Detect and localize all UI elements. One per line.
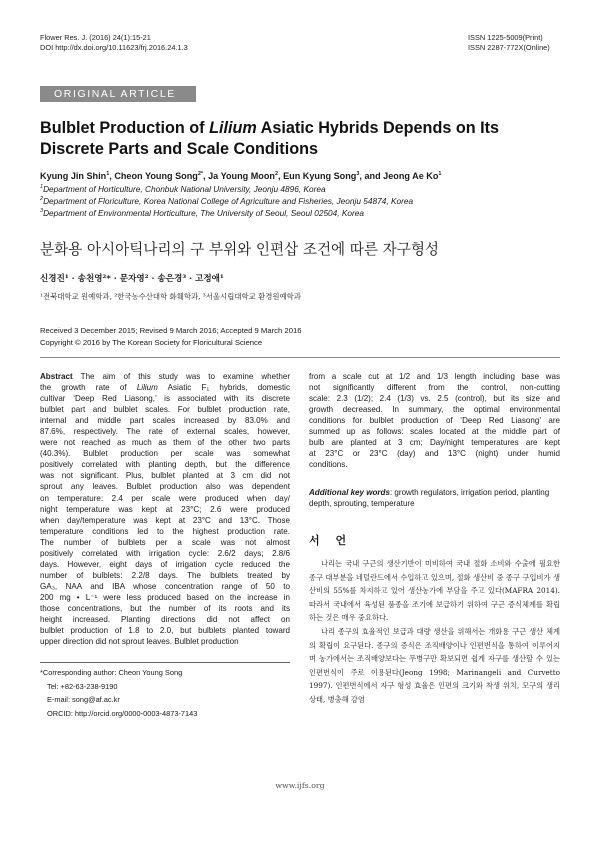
abstract-line: conditions. [309,460,348,470]
author-affiliation-mark: 2 [274,170,279,177]
affiliation-mark: 2 [40,196,44,203]
journal-header [40,33,188,53]
article-title [40,118,565,160]
title-part2: Asiatic Hybrids Depends on Its Discrete Parts and Scale Conditions [40,119,500,158]
abstract-line: internal and middle part scales increased by 83.0% and [40,416,290,426]
abstract-line: bulblet part and bulblet scales. For bulblet production rate, [40,405,290,415]
abstract-line: number of bulblets: 2.2/8 days. The bulblets treated by [40,570,290,580]
abstract-line: summed up as follows: scales located at the middle part of [309,427,560,437]
doi-link[interactable]: DOI http://dx.doi.org/10.11623/frj.2016.24.1.3 [40,43,188,52]
abstract-line: were not reached as much as them of the other two parts [40,438,290,448]
author-affiliation-mark: 1 [106,170,110,177]
author-name: Ja Young Moon [208,171,275,181]
abstract-line: those concentrations, but the number of its roots and its [40,603,290,613]
abstract-line: Abstract The aim of this study was to examine whether [40,372,291,381]
abstract-left-column [40,371,290,647]
affiliation-mark: 3 [40,208,44,215]
article-dates [40,325,565,349]
keywords [309,487,560,509]
keywords-label: Additional key words [309,488,390,497]
abstract-line: GA₃, NAA and IBA whose concentration range of 50 to [40,581,290,591]
corresponding-author: *Corresponding author: Cheon Young Song [40,668,183,677]
abstract-line: was not significant. Plus, bulblet planted at 3 cm did not [40,471,290,481]
keywords-text: : growth regulators, irrigation period, planting depth, sprouting, temperature [309,488,550,509]
korean-title: 분화용 아시아틱나리의 구 부위와 인편삽 조건에 따른 자구형성 [40,241,440,258]
abstract-line: (40.3%). Bulblet production per scale was somewhat [40,449,290,459]
abstract-line: sprout any leaves. Bulblet production also was dependent [40,482,290,492]
footer-url[interactable]: www.ijfs.org [275,781,325,790]
copyright-line: Copyright © 2016 by The Korean Society for Floricultural Science [40,338,263,347]
issn-print: ISSN 1225-5009(Print) [468,33,543,42]
abstract-line: growth decreased. In summary, the optimal environmental [309,405,560,415]
tel: Tel: +82-63-238-9190 [47,681,118,691]
affiliation-text: Department of Floriculture, Korea National College of Agriculture and Fisheries, Jeonju 54874, Korea [43,196,414,207]
abstract-line: 200 mg • L⁻¹ were less produced based on the increase in [40,592,290,602]
abstract-line: days. However, eight days of irrigation cycle reduced the [40,559,290,569]
issn-online: ISSN 2287-772X(Online) [468,43,550,52]
affiliation [40,195,560,207]
abstract-line: the growth rate of Lilium Asiatic F₁ hybrids, domestic [40,383,290,393]
author-separator: , [278,171,284,181]
received-dates: Received 3 December 2015; Revised 9 March 2016; Accepted 9 March 2016 [40,326,302,335]
abstract-line: at 23°C or 23°C (day) and 13°C (night) under humid [309,449,560,459]
abstract-line: height increased. Planting directions did not affect on [40,615,290,625]
article-type-banner: ORIGINAL ARTICLE [40,86,196,102]
author-separator: , [203,171,209,181]
abstract-line: on temperature: 2.4 per scale were produced when day/ [40,493,290,503]
author-separator: , and [359,171,384,181]
korean-affiliation: ¹전북대학교 원예학과, ²한국농수산대학 화훼학과, ³서울시립대학교 환경원예학과 [40,292,301,301]
abstract-line: night temperature was kept at 23°C; 2.6 were produced [40,504,290,514]
author-separator: , [109,171,115,181]
author-affiliation-mark: 1 [438,170,442,177]
affiliation-text: Department of Environmental Horticulture, The University of Seoul, Seoul 02504, Korea [43,208,365,219]
abstract-line: temperature conditions led to the highest production rate. [40,526,290,536]
abstract-line: cultivar ‘Deep Red Liasong,’ is associated with its discrete [40,394,290,404]
section-divider [40,357,560,358]
affiliation-list [40,183,560,220]
abstract-line: 87.6%, respectively. The rate of external scales, however, [40,427,290,437]
abstract-line: positively correlated with irrigation cycle: 2.6/2 days; 2.8/6 [40,548,290,558]
abstract-line: scale: 2.3 (1/2); 2.4 (1/3) vs. 2.5 (control), but its size and [309,394,560,404]
abstract-line: not significantly different from the control, non-cutting [309,383,560,393]
abstract-right-column [309,371,560,470]
abstract-line: bulblet production of 1.8 to 2.0, but bulblets planted toward [40,626,290,636]
intro-paragraph: 나리 종구의 효율적인 보급과 대량 생산을 위해서는 개화용 구근 생산 체계의 확립이 요구된다. 종구의 증식은 조직배양이나 인편번식을 통하여 이루어지며 농가에서는 조직배양보다는 무병구만 확보되면 쉽게 자구를 생산할 수 있는 인편번식이 주로 이용된다(Jeong 1998; Marinangeli and Curvetto 1997). 인편번식에서 자구 형성 효율은 인편의 크기와 착생 위치, 모구의 생리 상태, 병충해 감염 [309,626,560,704]
title-part1: Bulblet Production of [40,119,210,137]
affiliation-text: Department of Horticulture, Chonbuk National University, Jeonju 4896, Korea [43,184,326,194]
footnote-divider [40,662,290,663]
abstract-line: upper direction did not sprout leaves. Bulblet production [40,637,239,647]
abstract-line: conditions for bulblet production of ‘Deep Red Liasong’ are [309,416,560,426]
abstract-line: from a scale cut at 1/2 and 1/3 length including base was [309,372,560,381]
korean-authors: 신경진¹ · 송천영²* · 문자영² · 송은경³ · 고정애¹ [40,274,224,284]
issn-block [468,33,550,53]
author-name: Eun Kyung Song [283,171,357,181]
affiliation [40,183,560,195]
abstract-line: bulb are planted at 3 cm; Day/night temperatures are kept [309,438,560,448]
introduction-heading: 서 언 [309,534,353,547]
introduction-body [309,557,560,707]
author-name: Jeong Ae Ko [383,171,439,181]
abstract-label: Abstract [40,372,81,381]
email-link[interactable]: E-mail: song@af.ac.kr [47,695,120,704]
abstract-line: when day/temperature was kept at 23°C and 13°C. Those [40,515,290,525]
title-italic: Lilium [209,119,257,137]
orcid-link[interactable]: ORCID: http://orcid.org/0000-0003-4873-7143 [47,708,198,718]
journal-citation: Flower Res. J. (2016) 24(1):15-21 [40,33,151,42]
author-affiliation-mark: 2* [197,170,204,177]
intro-paragraph: 나리는 국내 구근의 생산기반이 미비하여 국내 절화 소비와 수출에 필요한 종구 대부분을 네덜란드에서 수입하고 있으며, 절화 생산비 중 종구 구입비가 생산비의 55%를 차지하고 있어 생산농가에 부담을 주고 있다(MAFRA 2014). 따라서 국내에서 육성된 품종을 조기에 보급하기 위하여 구근 증식체계를 확립하는 것은 매우 중요하다. [309,559,560,623]
author-name: Cheon Young Song [114,171,198,181]
abstract-line: The number of bulblets per a scale was not almost [40,537,290,547]
author-affiliation-mark: 3 [356,170,360,177]
affiliation [40,207,560,219]
author-name: Kyung Jin Shin [40,171,107,181]
affiliation-mark: 1 [40,184,44,191]
abstract-line: positively correlated with planting depth, but the difference [40,460,290,470]
author-list [40,170,570,182]
correspondence-block [40,666,290,720]
